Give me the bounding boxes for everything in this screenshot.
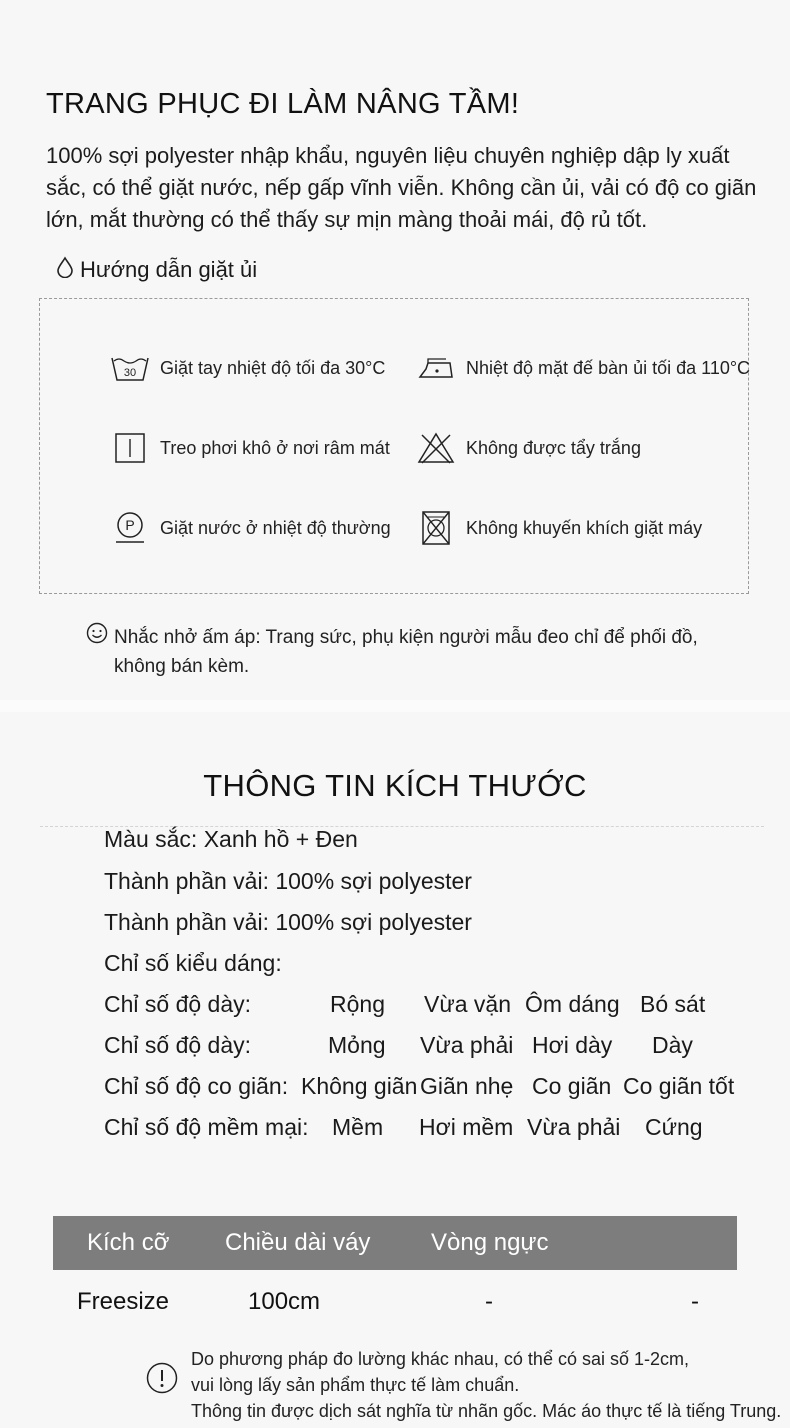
care-item-label: Không được tẩy trắng xyxy=(466,437,641,458)
care-item-line-dry xyxy=(108,430,390,466)
care-item-label: Nhiệt độ mặt đế bàn ủi tối đa 110°C xyxy=(466,357,751,378)
water-drop-icon xyxy=(56,256,74,284)
index-option: Mềm xyxy=(332,1114,384,1140)
index-label: Chỉ số độ mềm mại: xyxy=(104,1114,309,1140)
index-option: Bó sát xyxy=(640,991,706,1017)
index-option: Hơi mềm xyxy=(419,1114,514,1140)
index-option: Hơi dày xyxy=(532,1032,613,1058)
care-item-label: Không khuyến khích giặt máy xyxy=(466,517,703,538)
index-option: Không giãn xyxy=(301,1073,418,1099)
table-cell-extra: - xyxy=(691,1288,699,1315)
index-option: Vừa phải xyxy=(527,1114,621,1140)
do-not-bleach-icon xyxy=(414,430,458,466)
table-header-cell: Chiều dài váy xyxy=(225,1229,371,1256)
index-label: Chỉ số độ dày: xyxy=(104,991,252,1017)
washing-title-label: Hướng dẫn giặt ủi xyxy=(80,257,258,282)
index-option: Vừa vặn xyxy=(424,991,512,1017)
index-option: Ôm dáng xyxy=(525,991,620,1017)
table-cell-size: Freesize xyxy=(77,1288,170,1315)
spec-fabric: Thành phần vải: 100% sợi polyester xyxy=(104,868,472,894)
index-label: Chỉ số độ co giãn: xyxy=(104,1073,289,1099)
care-item-normal-temp xyxy=(108,510,391,546)
smiley-icon xyxy=(86,622,108,653)
index-option: Vừa phải xyxy=(420,1032,514,1058)
svg-text:P: P xyxy=(125,517,135,533)
table-cell-length: 100cm xyxy=(248,1288,321,1315)
note-line: Thông tin được dịch sát nghĩa từ nhãn gốc. Mác áo thực tế là tiếng Trung. xyxy=(191,1401,782,1421)
professional-clean-p-icon xyxy=(108,510,152,546)
index-label: Chỉ số độ dày: xyxy=(104,1032,252,1058)
table-header-cell: Kích cỡ xyxy=(87,1229,170,1256)
index-row-fit xyxy=(104,991,784,1025)
index-option: Giãn nhẹ xyxy=(420,1073,514,1099)
table-header-cell: Vòng ngực xyxy=(431,1229,549,1256)
svg-text:30: 30 xyxy=(123,367,137,379)
measurement-note xyxy=(191,1346,790,1424)
do-not-tumble-dry-icon xyxy=(414,510,458,546)
care-item-label: Giặt nước ở nhiệt độ thường xyxy=(160,517,391,538)
care-item-label: Treo phơi khô ở nơi râm mát xyxy=(160,437,390,458)
care-item-no-machine xyxy=(414,510,702,546)
table-row xyxy=(53,1284,737,1324)
index-option: Mỏng xyxy=(328,1032,386,1058)
care-item-no-bleach xyxy=(414,430,641,466)
washing-title xyxy=(56,256,257,284)
description-line: 100% sợi polyester nhập khẩu, nguyên liệu chuyên nghiệp dập ly xuất xyxy=(46,143,730,168)
care-item-hand-wash xyxy=(108,350,385,386)
index-option: Cứng xyxy=(645,1114,703,1140)
index-option: Co giãn xyxy=(532,1073,612,1099)
description-line: sắc, có thể giặt nước, nếp gấp vĩnh viễn. Không cần ủi, vải có độ co giãn xyxy=(46,175,757,200)
index-option: Rộng xyxy=(330,991,385,1017)
reminder-note xyxy=(86,622,698,681)
index-row-stretch xyxy=(104,1073,784,1107)
size-table-header xyxy=(53,1216,737,1270)
index-option: Dày xyxy=(652,1032,693,1058)
reminder-line: Nhắc nhở ấm áp: Trang sức, phụ kiện người mẫu đeo chỉ để phối đồ, xyxy=(114,626,698,648)
index-option: Co giãn tốt xyxy=(623,1073,735,1099)
exclamation-circle-icon xyxy=(146,1362,178,1399)
index-row-thickness xyxy=(104,1032,784,1066)
size-info-title: THÔNG TIN KÍCH THƯỚC xyxy=(203,768,587,803)
product-description xyxy=(46,140,766,236)
index-row-softness xyxy=(104,1114,784,1148)
care-item-iron xyxy=(414,350,750,386)
iron-low-temp-icon xyxy=(414,350,458,386)
section-divider xyxy=(0,700,790,712)
spec-fabric: Thành phần vải: 100% sợi polyester xyxy=(104,909,472,935)
description-line: lớn, mắt thường có thể thấy sự mịn màng thoải mái, độ rủ tốt. xyxy=(46,207,648,232)
hand-wash-30-icon xyxy=(108,350,152,386)
reminder-line: không bán kèm. xyxy=(114,656,250,677)
note-line: Do phương pháp đo lường khác nhau, có thể có sai số 1-2cm, xyxy=(191,1349,689,1369)
spec-color: Màu sắc: Xanh hồ + Đen xyxy=(104,826,358,852)
line-dry-shade-icon xyxy=(108,430,152,466)
note-line: vui lòng lấy sản phẩm thực tế làm chuẩn. xyxy=(191,1375,520,1395)
spec-style-index-label: Chỉ số kiểu dáng: xyxy=(104,950,282,976)
product-headline: TRANG PHỤC ĐI LÀM NÂNG TẦM! xyxy=(46,88,520,120)
table-cell-bust: - xyxy=(485,1288,493,1315)
care-item-label: Giặt tay nhiệt độ tối đa 30°C xyxy=(160,357,386,378)
